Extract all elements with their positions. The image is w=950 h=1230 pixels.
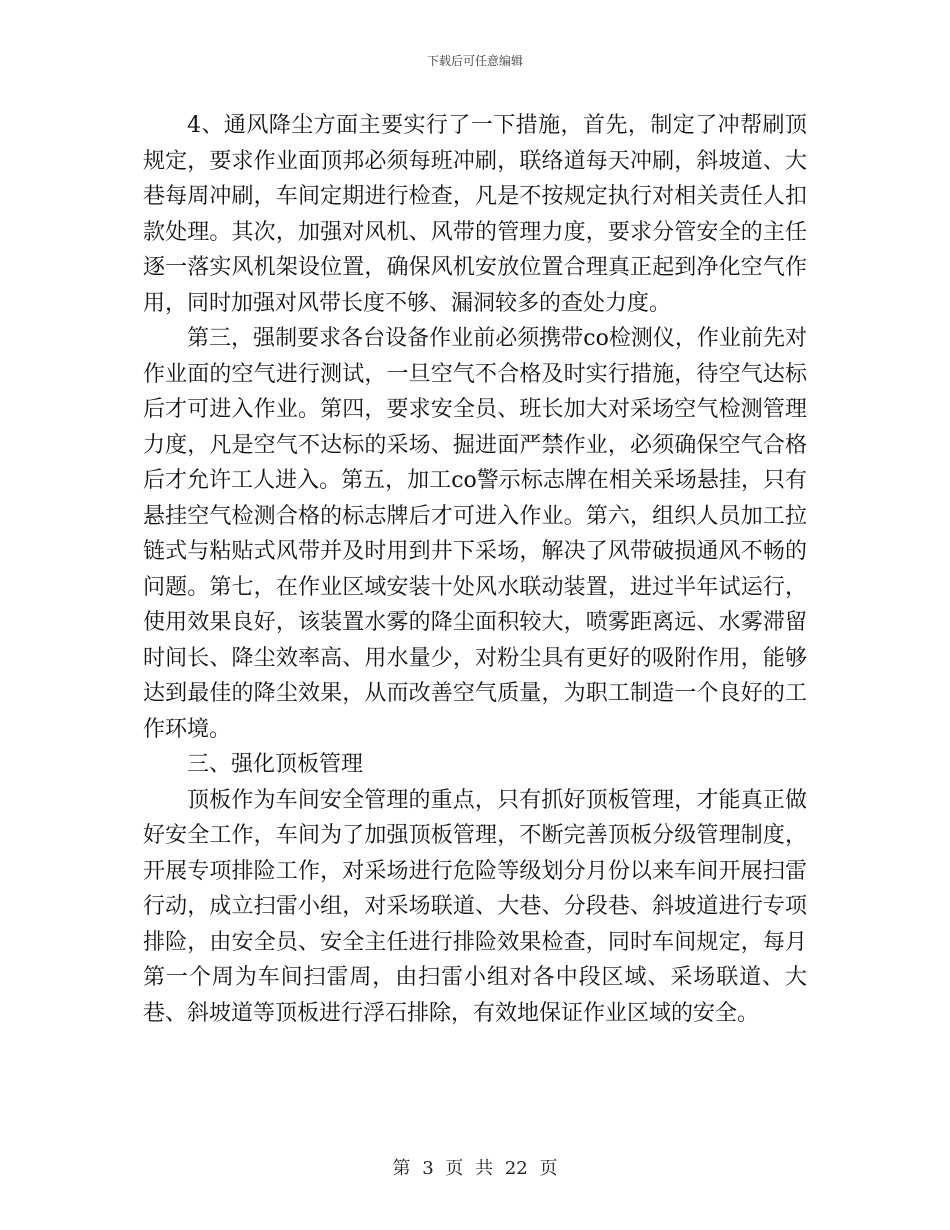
page-footer: 第 3 页 共 22 页	[392, 1158, 558, 1179]
paragraph-ventilation: 4、通风降尘方面主要实行了一下措施，首先，制定了冲帮刷顶规定，要求作业面顶邦必须每班冲刷，联络道每天冲刷，斜坡道、大巷每周冲刷，车间定期进行检查，凡是不按规定执行对相关责任人扣款处理。其次，加强对风机、风带的管理力度，要求分管安全的主任逐一落实风机架设位置，确保风机安放位置合理真正起到净化空气作用，同时加强对风带长度不够、漏洞较多的查处力度。	[143, 113, 807, 316]
section-heading-roof-management: 三、强化顶板管理	[187, 752, 364, 777]
paragraph-roof-management: 顶板作为车间安全管理的重点，只有抓好顶板管理，才能真正做好安全工作，车间为了加强顶板管理，不断完善顶板分级管理制度，开展专项排险工作，对采场进行危险等级划分月份以来车间开展扫雷行动，成立扫雷小组，对采场联道、大巷、分段巷、斜坡道进行专项排险，由安全员、安全主任进行排险效果检查，同时车间规定，每月第一个周为车间扫雷周，由扫雷小组对各中段区域、采场联道、大巷、斜坡道等顶板进行浮石排除，有效地保证作业区域的安全。	[143, 787, 807, 1026]
paragraph-air-testing: 第三，强制要求各台设备作业前必须携带co检测仪，作业前先对作业面的空气进行测试，一旦空气不合格及时实行措施，待空气达标后才可进入作业。第四，要求安全员、班长加大对采场空气检测管理力度，凡是空气不达标的采场、掘进面严禁作业，必须确保空气合格后才允许工人进入。第五，加工co警示标志牌在相关采场悬挂，只有悬挂空气检测合格的标志牌后才可进入作业。第六，组织人员加工拉链式与粘贴式风带并及时用到井下采场，解决了风带破损通风不畅的问题。第七，在作业区域安装十处风水联动装置，进过半年试运行，使用效果良好，该装置水雾的降尘面积较大，喷雾距离远、水雾滞留时间长、降尘效率高、用水量少，对粉尘具有更好的吸附作用，能够达到最佳的降尘效果，从而改善空气质量，为职工制造一个良好的工作环境。	[143, 326, 807, 742]
document-body	[143, 108, 807, 1031]
page-header: 下载后可任意编辑	[426, 54, 523, 68]
